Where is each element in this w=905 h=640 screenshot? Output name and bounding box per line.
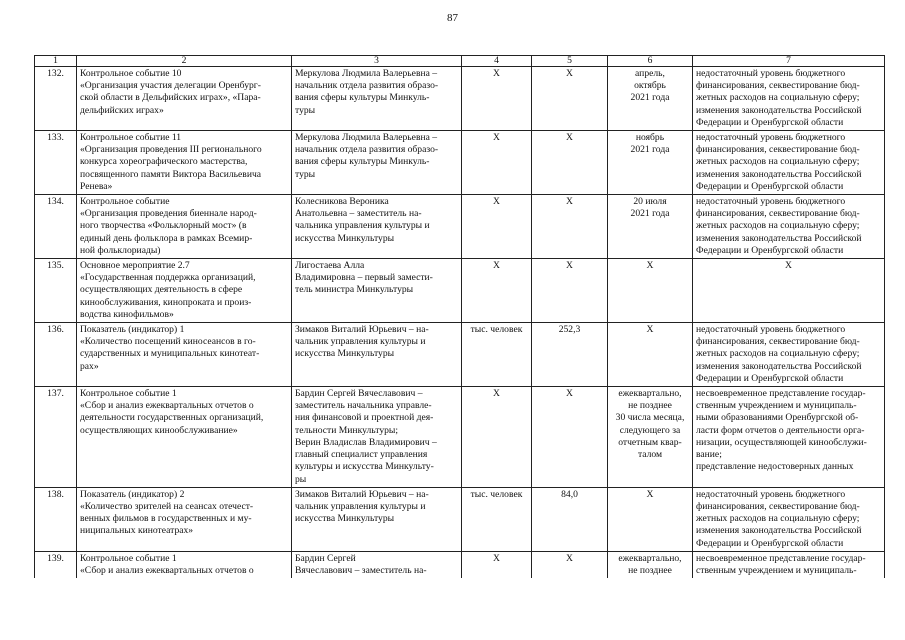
cell-line: вания сферы культуры Минкуль- [295,156,430,168]
deadline-cell [608,67,693,131]
cell-line: тельности Минкультуры; [295,424,399,436]
cell-line: Бардин Сергей [295,552,356,564]
cell-line: недостаточный уровень бюджетного [696,132,846,144]
cell-line: Контрольное событие 10 [80,68,182,79]
table-row [35,259,885,323]
cell-line: венных фильмов в государственных и му- [80,513,252,525]
cell-line: единый день фольклора в рамках Всемир- [80,232,253,244]
unit-cell: Х [462,387,532,488]
cell-line: Контрольное событие [80,196,170,208]
cell-line: Показатель (индикатор) 1 [80,324,185,336]
cell-line: Федерации и Оренбургской области [696,116,844,128]
cell-line: Зимаков Виталий Юрьевич – на- [295,324,429,336]
column-header: 3 [292,56,462,67]
cell-line: Зимаков Виталий Юрьевич – на- [295,488,429,500]
row-number-cell: 133. [35,131,77,195]
cell-line: туры [295,168,316,180]
column-header: 6 [608,56,693,67]
cell-line: изменения законодательства Российской [696,232,862,244]
unit-cell: Х [462,131,532,195]
table-row [35,551,885,578]
deadline-cell [608,195,693,259]
header-row [35,56,885,67]
cell-line: конкурса хореографического мастерства, [80,156,248,168]
row-number-cell: 134. [35,195,77,259]
cell-line: ноябрь [635,132,665,144]
row-number-cell: 135. [35,259,77,323]
cell-line: чальник управления культуры и [295,336,426,348]
cell-line: Верин Владислав Владимирович – [295,436,437,448]
cell-line: кинообслуживания, кинопроката и произ- [80,296,252,308]
cell-line: Федерации и Оренбургской области [696,244,844,256]
cell-line: чальник управления культуры и [295,500,426,512]
plan-table [34,55,885,578]
cell-line: «Организация проведения III регионального [80,144,262,156]
event-name-cell [77,387,292,488]
cell-line: вания сферы культуры Минкуль- [295,92,430,104]
value-cell: 84,0 [532,487,608,551]
column-header: 5 [532,56,608,67]
cell-line: Лигостаева Алла [295,260,365,272]
responsible-cell [292,487,462,551]
table-row [35,131,885,195]
responsible-cell [292,67,462,131]
event-name-cell [77,487,292,551]
cell-line: «Сбор и анализ ежеквартальных отчетов о [80,564,254,576]
cell-line: Анатольевна – заместитель на- [295,208,422,220]
cell-line: изменения законодательства Российской [696,168,862,180]
cell-line: жетных расходов на социальную сферу; [696,156,860,168]
event-name-cell [77,551,292,578]
unit-cell: тыс. человек [462,487,532,551]
cell-line: 20 июля [633,196,667,208]
cell-line: осуществляющих кинообслуживание» [80,424,238,436]
event-name-cell [77,323,292,387]
cell-line: искусства Минкультуры [295,513,395,525]
deadline-cell [608,323,693,387]
cell-line: сударственных и муниципальных кинотеат- [80,348,260,360]
cell-line: финансирования, секвестирование бюд- [696,208,860,220]
cell-line: жетных расходов на социальную сферу; [696,348,860,360]
responsible-cell [292,551,462,578]
column-header: 7 [693,56,885,67]
row-number-cell: 136. [35,323,77,387]
column-header: 1 [35,56,77,67]
cell-line: Контрольное событие 1 [80,552,177,564]
cell-line: финансирования, секвестирование бюд- [696,144,860,156]
cell-line: отчетным квар- [618,436,682,448]
cell-line: финансирования, секвестирование бюд- [696,500,860,512]
cell-line: ния финансовой и проектной дея- [295,412,434,424]
cell-line: ры [295,473,307,485]
cell-line: «Организация проведения биеннале народ- [80,208,257,220]
cell-line: ного творчества «Фольклорный мост» (в [80,220,247,232]
cell-line: жетных расходов на социальную сферу; [696,220,860,232]
cell-line: главный специалист управления [295,449,428,461]
cell-line: финансирования, секвестирование бюд- [696,336,860,348]
cell-line: Контрольное событие 1 [80,388,177,400]
unit-cell: Х [462,259,532,323]
deadline-cell [608,131,693,195]
cell-line: 30 числа месяца, [615,412,685,424]
unit-cell: Х [462,195,532,259]
cell-line: ласти форм отчетов о деятельности орга- [696,424,865,436]
cell-line: осуществляющих деятельность в сфере [80,284,243,296]
cell-line: недостаточный уровень бюджетного [696,488,846,500]
cell-line: Владимировна – первый замести- [295,272,433,284]
table-row [35,67,885,131]
row-number-cell: 137. [35,387,77,488]
cell-line: Показатель (индикатор) 2 [80,488,185,500]
value-cell: Х [532,131,608,195]
deadline-cell [608,551,693,578]
row-number-cell: 139. [35,551,77,578]
value-cell: Х [532,551,608,578]
cell-line: Основное мероприятие 2.7 [80,260,190,272]
cell-line: недостаточный уровень бюджетного [696,68,846,79]
cell-line: «Количество зрителей на сеансах отечест- [80,500,254,512]
cell-line: Меркулова Людмила Валерьевна – [295,132,438,144]
cell-line: недостаточный уровень бюджетного [696,196,846,208]
cell-line: недостаточный уровень бюджетного [696,324,846,336]
cell-line: низации, осуществляющей кинообслужи- [696,436,867,448]
value-cell: Х [532,259,608,323]
cell-line: изменения законодательства Российской [696,360,862,372]
cell-line: ственным учреждением и муниципаль- [696,400,857,412]
cell-line: посвященного памяти Виктора Васильевича [80,168,262,180]
cell-line: Федерации и Оренбургской области [696,180,844,192]
cell-line: Бардин Сергей Вячеславович – [295,388,423,400]
cell-line: искусства Минкультуры [295,232,395,244]
cell-line: ежеквартально, [618,388,682,400]
cell-line: следующего за [619,424,681,436]
cell-line: «Сбор и анализ ежеквартальных отчетов о [80,400,254,412]
cell-line: представление недостоверных данных [696,461,854,473]
cell-line: «Государственная поддержка организаций, [80,272,256,284]
value-cell: Х [532,387,608,488]
cell-line: Х [646,260,654,272]
cell-line: изменения законодательства Российской [696,525,862,537]
risks-cell [693,67,885,131]
cell-line: культуры и искусства Минкульту- [295,461,434,473]
cell-line: искусства Минкультуры [295,348,395,360]
value-cell: 252,3 [532,323,608,387]
cell-line: начальник отдела развития образо- [295,80,439,92]
cell-line: вание; [696,449,722,461]
cell-line: 2021 года [630,144,670,156]
cell-line: ной фольклориады) [80,244,161,256]
cell-line: изменения законодательства Российской [696,104,862,116]
responsible-cell [292,259,462,323]
cell-line: Х [646,488,654,500]
cell-line: ственным учреждением и муниципаль- [696,564,857,576]
cell-line: Вячеславович – заместитель на- [295,564,427,576]
unit-cell: тыс. человек [462,323,532,387]
responsible-cell [292,195,462,259]
risks-cell [693,487,885,551]
responsible-cell [292,131,462,195]
cell-line: рах» [80,360,99,372]
event-name-cell [77,131,292,195]
risks-cell [693,259,885,323]
cell-line: туры [295,104,316,116]
cell-line: Ренева» [80,180,113,192]
table-row [35,387,885,488]
value-cell: Х [532,67,608,131]
table-row [35,195,885,259]
cell-line: ской области в Дельфийских играх», «Пара- [80,92,261,104]
row-number-cell: 138. [35,487,77,551]
cell-line: «Количество посещений киносеансов в го- [80,336,256,348]
cell-line: Федерации и Оренбургской области [696,537,844,549]
responsible-cell [292,323,462,387]
deadline-cell [608,259,693,323]
cell-line: дельфийских играх» [80,104,164,116]
cell-line: ными образованиями Оренбургской об- [696,412,859,424]
cell-line: Х [785,260,792,272]
event-name-cell [77,195,292,259]
column-header: 2 [77,56,292,67]
cell-line: деятельности государственных организаций, [80,412,264,424]
table-row [35,323,885,387]
cell-line: не позднее [628,400,672,412]
unit-cell: Х [462,67,532,131]
row-number-cell: 132. [35,67,77,131]
risks-cell [693,323,885,387]
cell-line: апрель, [635,68,665,79]
unit-cell: Х [462,551,532,578]
cell-line: жетных расходов на социальную сферу; [696,92,860,104]
cell-line: Федерации и Оренбургской области [696,372,844,384]
cell-line: чальника управления культуры и [295,220,430,232]
cell-line: несвоевременное представление государ- [696,552,866,564]
cell-line: Контрольное событие 11 [80,132,182,144]
cell-line: финансирования, секвестирование бюд- [696,80,860,92]
cell-line: «Организация участия делегации Оренбург- [80,80,261,92]
cell-line: тель министра Минкультуры [295,284,414,296]
column-header: 4 [462,56,532,67]
cell-line: Колесникова Вероника [295,196,389,208]
value-cell: Х [532,195,608,259]
risks-cell [693,131,885,195]
risks-cell [693,551,885,578]
page-number: 87 [447,12,458,24]
cell-line: несвоевременное представление государ- [696,388,866,400]
cell-line: Х [646,324,654,336]
cell-line: ниципальных кинотеатрах» [80,525,194,537]
responsible-cell [292,387,462,488]
deadline-cell [608,487,693,551]
cell-line: ежеквартально, [618,552,682,564]
event-name-cell [77,67,292,131]
cell-line: жетных расходов на социальную сферу; [696,513,860,525]
event-name-cell [77,259,292,323]
cell-line: начальник отдела развития образо- [295,144,439,156]
cell-line: октябрь [634,80,666,92]
cell-line: заместитель начальника управле- [295,400,432,412]
cell-line: талом [637,449,663,461]
cell-line: не позднее [628,564,672,576]
cell-line: водства кинофильмов» [80,308,174,320]
cell-line: Меркулова Людмила Валерьевна – [295,68,438,79]
deadline-cell [608,387,693,488]
table-row [35,487,885,551]
risks-cell [693,195,885,259]
cell-line: 2021 года [630,92,670,104]
cell-line: 2021 года [630,208,670,220]
risks-cell [693,387,885,488]
